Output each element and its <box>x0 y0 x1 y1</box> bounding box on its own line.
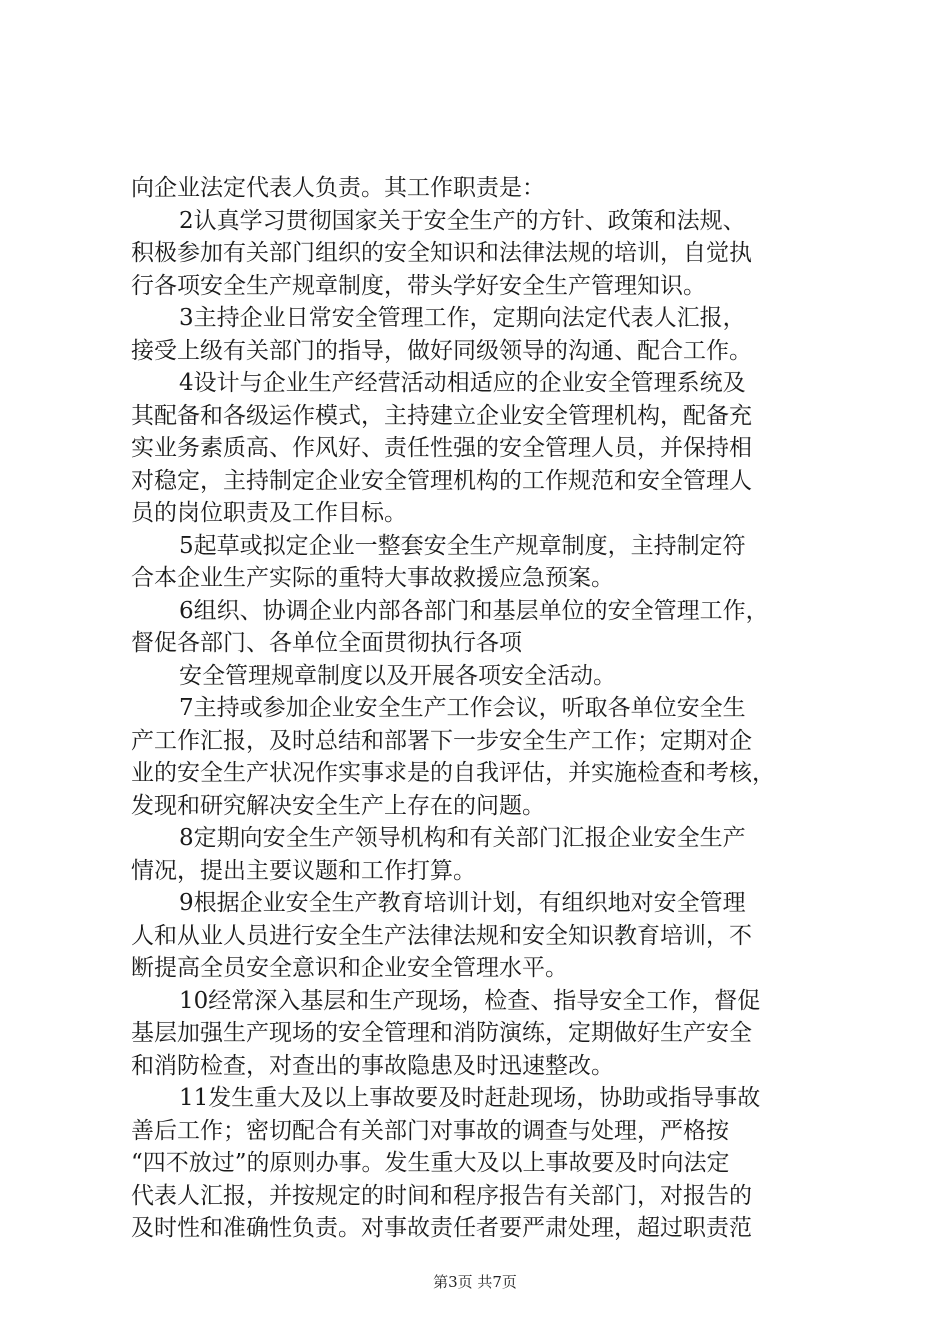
text-line: 实业务素质高、作风好、责任性强的安全管理人员，并保持相 <box>131 435 752 461</box>
text-line: 4设计与企业生产经营活动相适应的企业安全管理系统及 <box>179 370 746 396</box>
text-line: 9根据企业安全生产教育培训计划，有组织地对安全管理 <box>179 890 746 916</box>
text-line: 对稳定，主持制定企业安全管理机构的工作规范和安全管理人 <box>131 467 752 494</box>
text-line: 业的安全生产状况作实事求是的自我评估，并实施检查和考核， <box>131 760 775 786</box>
text-line: 人和从业人员进行安全生产法律法规和安全知识教育培训，不 <box>131 922 752 949</box>
text-line: 和消防检查，对查出的事故隐患及时迅速整改。 <box>131 1052 614 1079</box>
text-line: 行各项安全生产规章制度，带头学好安全生产管理知识。 <box>131 272 706 299</box>
text-line: “四不放过”的原则办事。发生重大及以上事故要及时向法定 <box>131 1150 730 1176</box>
text-line: 发现和研究解决安全生产上存在的问题。 <box>131 792 545 819</box>
text-line: 2认真学习贯彻国家关于安全生产的方针、政策和法规、 <box>179 207 746 234</box>
text-line: 11发生重大及以上事故要及时赶赴现场，协助或指导事故 <box>179 1085 761 1111</box>
text-line: 向企业法定代表人负责。其工作职责是： <box>131 175 545 201</box>
text-line: 其配备和各级运作模式，主持建立企业安全管理机构，配备充 <box>131 402 752 429</box>
text-line: 接受上级有关部门的指导，做好同级领导的沟通、配合工作。 <box>131 337 752 364</box>
text-line: 10经常深入基层和生产现场，检查、指导安全工作，督促 <box>179 987 761 1014</box>
text-line: 产工作汇报，及时总结和部署下一步安全生产工作；定期对企 <box>131 727 752 754</box>
text-line: 6组织、协调企业内部各部门和基层单位的安全管理工作， <box>179 597 769 624</box>
text-line: 安全管理规章制度以及开展各项安全活动。 <box>179 662 616 689</box>
page-number-footer: 第3页 共7页 <box>433 1273 517 1291</box>
text-line: 善后工作；密切配合有关部门对事故的调查与处理，严格按 <box>131 1117 729 1144</box>
text-line: 基层加强生产现场的安全管理和消防演练，定期做好生产安全 <box>131 1020 752 1046</box>
text-line: 8定期向安全生产领导机构和有关部门汇报企业安全生产 <box>179 825 746 851</box>
text-line: 及时性和准确性负责。对事故责任者要严肃处理，超过职责范 <box>131 1215 752 1241</box>
text-line: 督促各部门、各单位全面贯彻执行各项 <box>131 630 522 656</box>
text-line: 员的岗位职责及工作目标。 <box>131 500 407 526</box>
text-line: 3主持企业日常安全管理工作，定期向法定代表人汇报， <box>179 305 746 331</box>
text-line: 积极参加有关部门组织的安全知识和法律法规的培训，自觉执 <box>131 240 752 266</box>
text-line: 代表人汇报，并按规定的时间和程序报告有关部门，对报告的 <box>131 1182 752 1209</box>
document-body <box>131 172 831 1245</box>
text-line: 合本企业生产实际的重特大事故救援应急预案。 <box>131 565 614 591</box>
text-line: 情况，提出主要议题和工作打算。 <box>131 857 476 884</box>
text-line: 5起草或拟定企业一整套安全生产规章制度，主持制定符 <box>179 532 746 559</box>
text-line: 断提高全员安全意识和企业安全管理水平。 <box>131 955 568 981</box>
text-line: 7主持或参加企业安全生产工作会议，听取各单位安全生 <box>179 695 746 721</box>
